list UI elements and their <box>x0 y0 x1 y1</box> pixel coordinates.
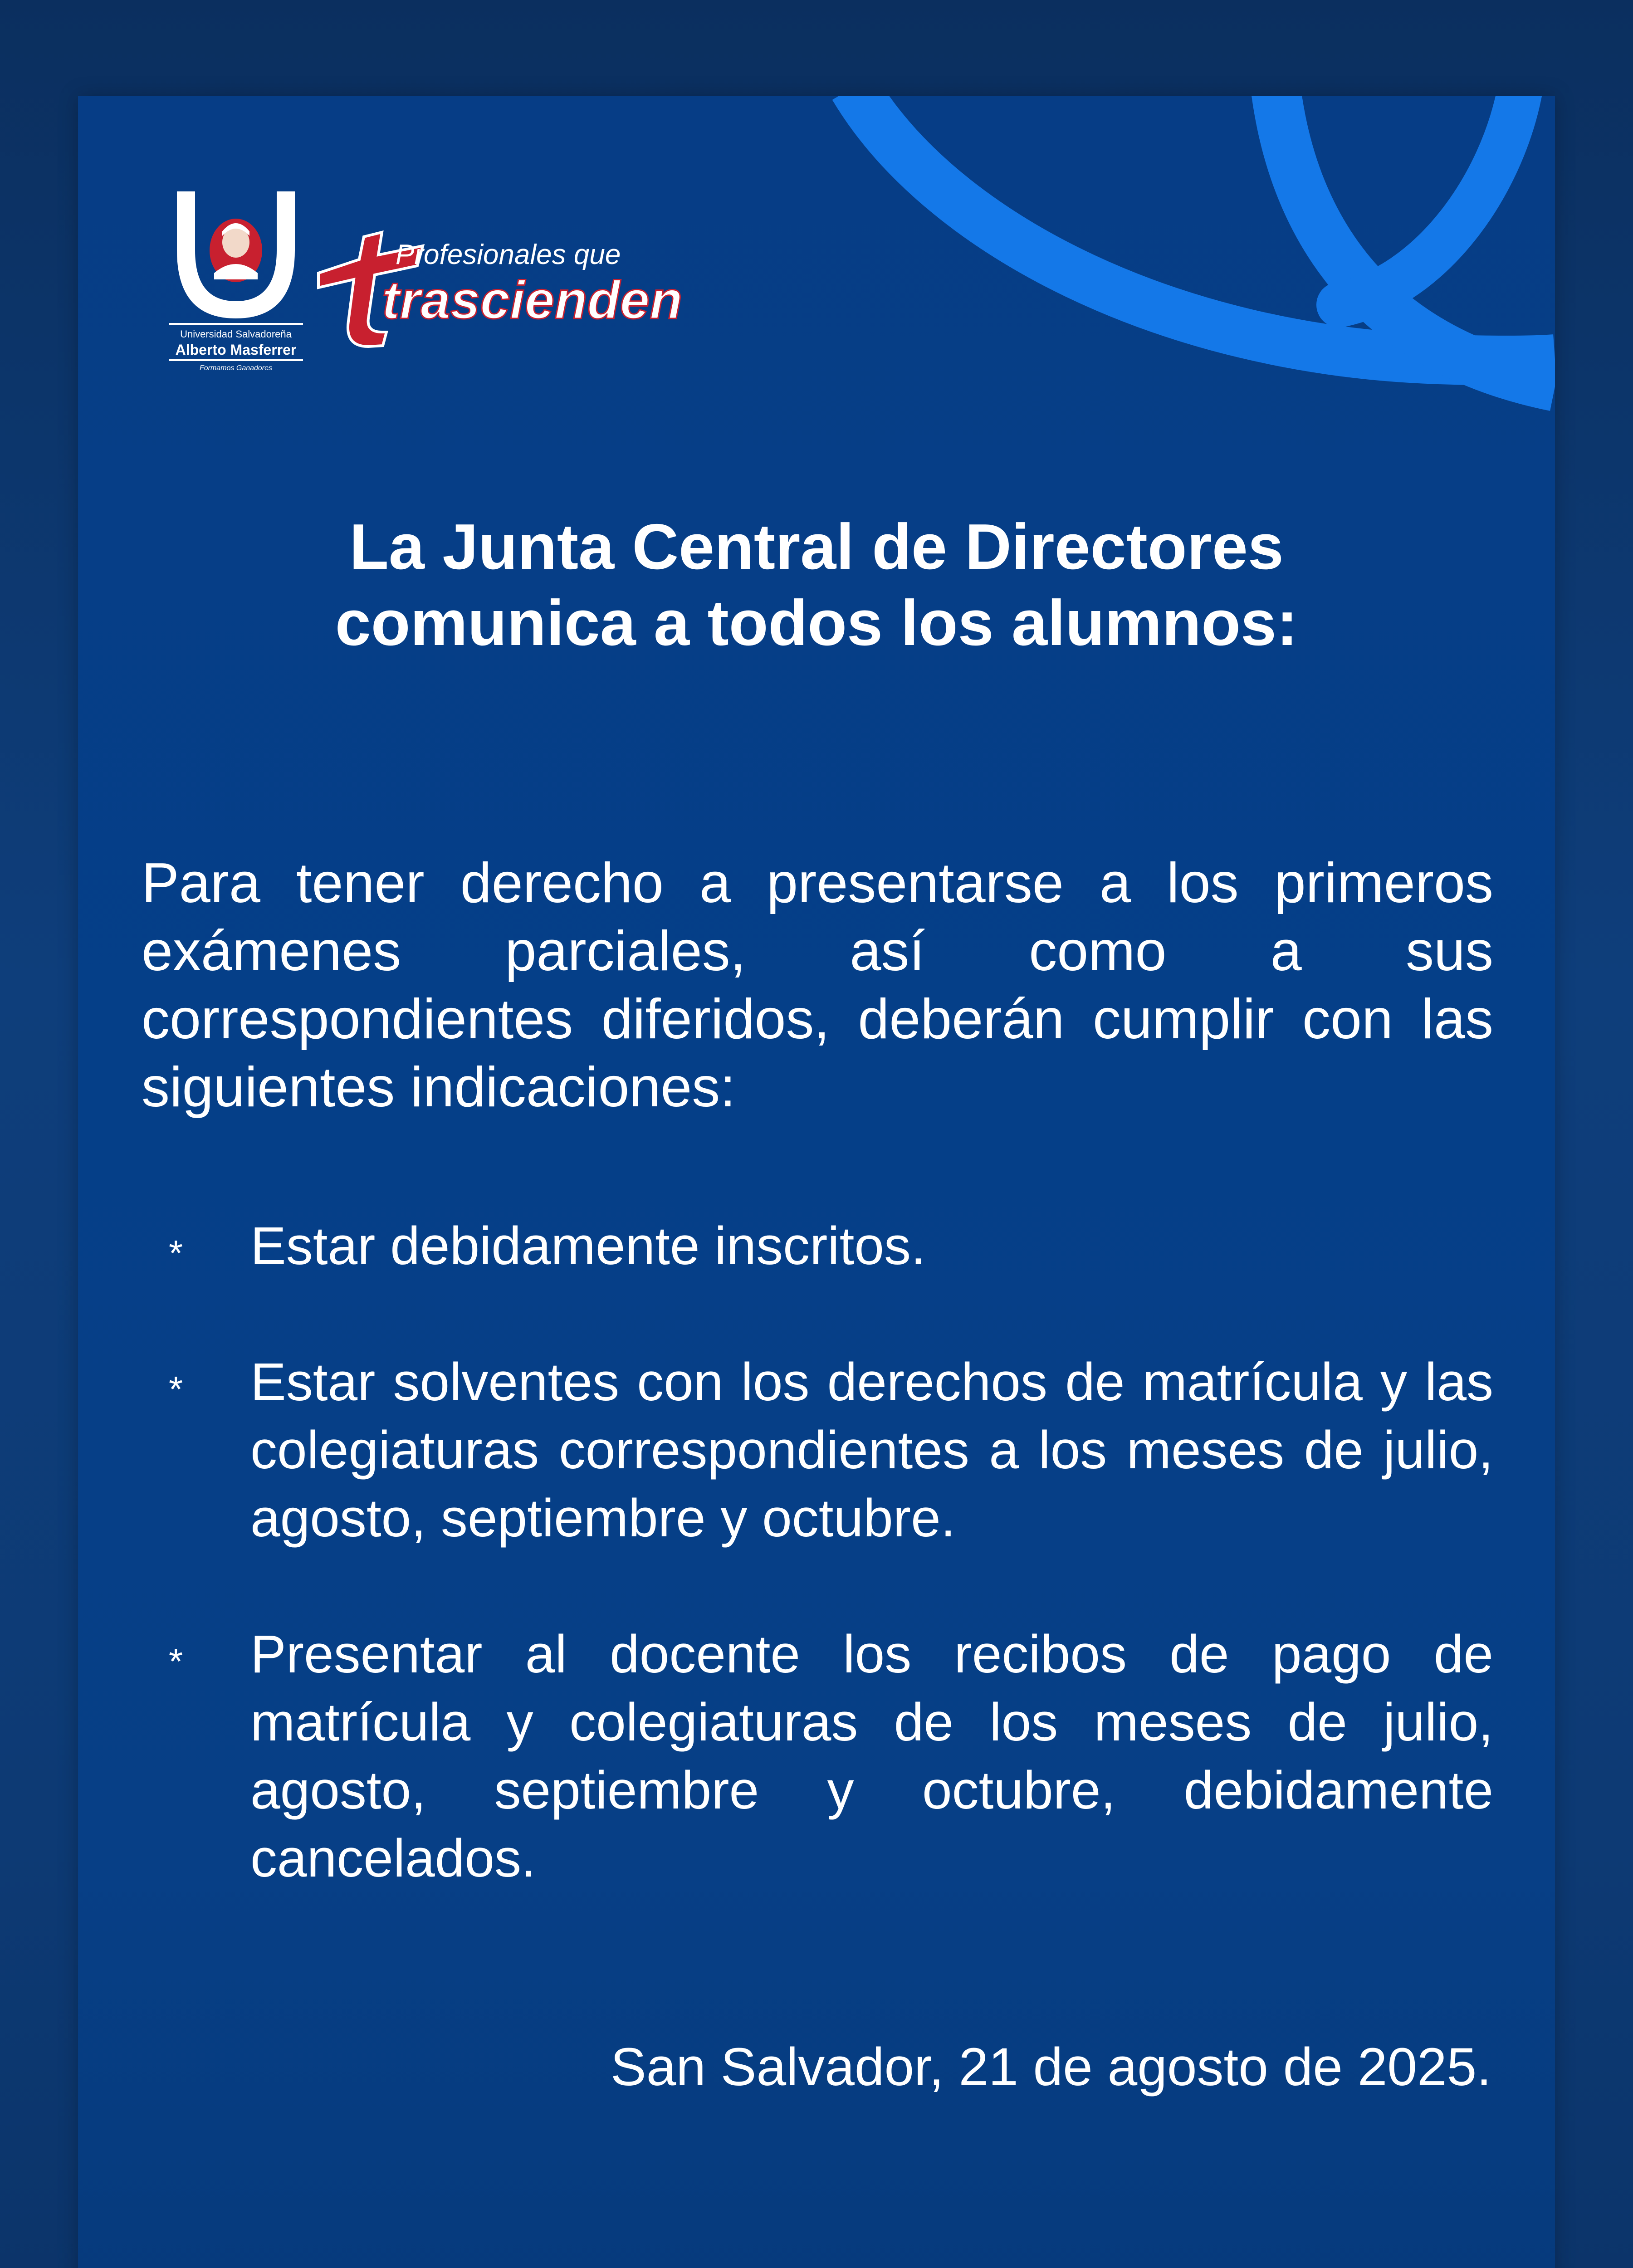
university-logo <box>169 182 758 409</box>
title-line-2: comunica a todos los alumnos: <box>335 587 1298 659</box>
date-line: San Salvador, 21 de agosto de 2025. <box>611 2037 1491 2097</box>
requirement-text: Presentar al docente los recibos de pago de matrícula y colegiaturas de los meses de julio, agosto, septiembre y octubre, debidamente cancelados. <box>250 1624 1493 1888</box>
intro-paragraph: Para tener derecho a presentarse a los primeros exámenes parciales, así como a sus correspondientes diferidos, deberán cumplir con las siguientes indicaciones: <box>142 852 1493 1119</box>
notice-card <box>78 96 1555 2268</box>
requirement-item <box>169 1348 1493 1552</box>
requirement-item <box>169 1212 1493 1280</box>
header-logos <box>169 182 758 409</box>
notice-title <box>78 509 1555 661</box>
slogan-logo <box>318 232 682 347</box>
university-name: Alberto Masferrer <box>175 342 297 358</box>
slogan-top: Profesionales que <box>396 239 621 270</box>
university-line1: Universidad Salvadoreña <box>180 328 292 340</box>
requirement-item <box>169 1620 1493 1892</box>
university-motto: Formamos Ganadores <box>199 364 273 372</box>
slogan-main: trascienden <box>382 270 683 330</box>
bullet-asterisk-icon: * <box>169 1233 183 1273</box>
bullet-asterisk-icon: * <box>169 1641 183 1681</box>
requirements-list <box>169 1212 1493 1960</box>
requirement-text: Estar debidamente inscritos. <box>250 1216 926 1276</box>
bullet-asterisk-icon: * <box>169 1369 183 1409</box>
requirement-text: Estar solventes con los derechos de matrícula y las colegiaturas correspondientes a los meses de julio, agosto, septiembre y octubre. <box>250 1352 1493 1548</box>
title-line-1: La Junta Central de Directores <box>349 511 1284 583</box>
